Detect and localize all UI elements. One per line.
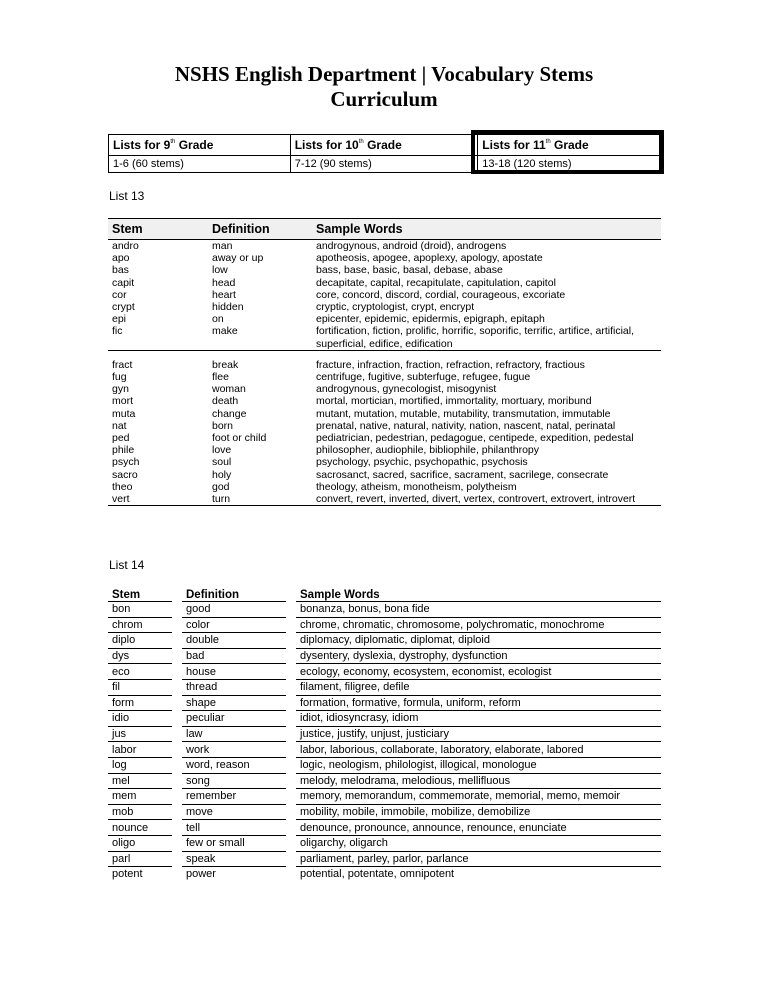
stem-cell: log <box>108 757 172 773</box>
sample-words-cell-line: core, concord, discord, cordial, courageous, excoriate <box>316 288 566 301</box>
sample-words-cell-line: theology, atheism, monotheism, polytheism <box>316 480 517 493</box>
sample-words-cell: parliament, parley, parlor, parlance <box>296 851 661 867</box>
sample-words-cell-line: androgynous, android (droid), androgens <box>316 240 507 252</box>
grade-11-value: 13-18 (120 stems) <box>478 156 661 173</box>
grade-lists-table <box>108 134 661 173</box>
list-13-group <box>108 359 661 506</box>
list-14-row <box>108 648 661 664</box>
stem-header: Stem <box>112 589 141 601</box>
stem-cell-line: muta <box>112 407 136 420</box>
list-14-table <box>108 587 661 882</box>
definition-cell-line: flee <box>212 371 229 384</box>
sample-words-cell-line: superficial, edifice, edification <box>316 337 453 350</box>
list-14-header-row <box>108 587 661 602</box>
sample-words-header: Sample Words <box>300 589 380 601</box>
list-14-row <box>108 664 661 680</box>
grade-values-row <box>109 156 661 173</box>
stem-cell: mel <box>108 773 172 789</box>
sample-words-cell: melody, melodrama, melodious, mellifluous <box>296 773 661 789</box>
sample-words-cell: memory, memorandum, commemorate, memorial, memo, memoir <box>296 789 661 805</box>
stem-cell-line: cor <box>112 288 127 301</box>
list-14-row <box>108 633 661 649</box>
stem-cell-line: gyn <box>112 383 129 396</box>
list-14-row <box>108 617 661 633</box>
stem-cell-line: bas <box>112 264 129 277</box>
sample-words-cell-line: apotheosis, apogee, apoplexy, apology, apostate <box>316 252 543 265</box>
sample-words-cell: mobility, mobile, immobile, mobilize, demobilize <box>296 804 661 820</box>
sample-words-cell-line: philosopher, audiophile, bibliophile, philanthropy <box>316 444 539 457</box>
list-14-row <box>108 602 661 618</box>
sample-words-cell-line: centrifuge, fugitive, subterfuge, refugee, fugue <box>316 371 531 384</box>
definition-cell-line: love <box>212 444 232 457</box>
definition-cell-line: change <box>212 407 247 420</box>
stem-cell <box>108 359 208 506</box>
grade-10-header: Lists for 10th Grade <box>290 135 478 156</box>
stem-cell: mob <box>108 804 172 820</box>
sample-words-cell: idiot, idiosyncrasy, idiom <box>296 711 661 727</box>
stem-cell: labor <box>108 742 172 758</box>
list-14-row <box>108 742 661 758</box>
title-line-1: NSHS English Department | Vocabulary Stems <box>174 62 594 86</box>
stem-cell: dys <box>108 648 172 664</box>
definition-cell-line: heart <box>212 288 236 301</box>
list-13-header-row <box>108 219 661 240</box>
sample-words-cell: filament, filigree, defile <box>296 679 661 695</box>
stem-cell-line: fic <box>112 325 123 338</box>
list-13-group <box>108 240 661 351</box>
stem-cell: oligo <box>108 835 172 851</box>
sample-words-cell-line: convert, revert, inverted, divert, vertex, controvert, extrovert, introvert <box>316 493 636 506</box>
list-14-row <box>108 711 661 727</box>
stem-cell: form <box>108 695 172 711</box>
list-13-table <box>108 218 661 506</box>
list-14-row <box>108 867 661 882</box>
sample-words-cell: chrome, chromatic, chromosome, polychromatic, monochrome <box>296 617 661 633</box>
stem-cell: nounce <box>108 820 172 836</box>
definition-cell-line: god <box>212 480 230 493</box>
sample-words-cell <box>312 359 661 506</box>
definition-cell: law <box>182 726 286 742</box>
list-14-row <box>108 726 661 742</box>
stem-cell-line: epi <box>112 313 127 326</box>
list-14-row <box>108 851 661 867</box>
stem-cell <box>108 240 208 351</box>
definition-cell-line: soul <box>212 456 232 469</box>
list-14-row <box>108 757 661 773</box>
sample-words-cell-line: pediatrician, pedestrian, pedagogue, centipede, expedition, pedestal <box>316 432 634 445</box>
stem-cell-line: sacro <box>112 468 138 481</box>
stem-cell: bon <box>108 602 172 618</box>
stem-cell: eco <box>108 664 172 680</box>
sample-words-cell-line: mortal, mortician, mortified, immortality, mortuary, moribund <box>316 395 592 408</box>
definition-cell-line: turn <box>212 493 231 506</box>
definition-cell: good <box>182 602 286 618</box>
definition-cell-line: hidden <box>212 301 244 314</box>
stem-cell-line: theo <box>112 480 133 493</box>
list-14-row <box>108 835 661 851</box>
grade-9-header: Lists for 9th Grade <box>109 135 291 156</box>
list-14-row <box>108 679 661 695</box>
stem-cell: fil <box>108 679 172 695</box>
definition-cell-line: on <box>212 313 224 326</box>
sample-words-cell <box>312 240 661 351</box>
list-14-label: List 14 <box>109 558 145 572</box>
sample-words-cell-line: sacrosanct, sacred, sacrifice, sacrament, sacrilege, consecrate <box>316 468 609 481</box>
stem-cell: idio <box>108 711 172 727</box>
stem-cell-line: mort <box>112 395 133 408</box>
sample-words-cell: ecology, economy, ecosystem, economist, ecologist <box>296 664 661 680</box>
grade-10-value: 7-12 (90 stems) <box>290 156 478 173</box>
definition-cell: power <box>182 867 286 882</box>
definition-header: Definition <box>186 589 240 601</box>
definition-cell-line: man <box>212 240 233 252</box>
grade-header-row <box>109 135 661 156</box>
sample-words-header: Sample Words <box>312 219 661 240</box>
definition-cell: remember <box>182 789 286 805</box>
sample-words-cell-line: epicenter, epidemic, epidermis, epigraph, epitaph <box>316 313 545 326</box>
list-14-row <box>108 695 661 711</box>
stem-cell-line: apo <box>112 252 130 265</box>
definition-cell: thread <box>182 679 286 695</box>
sample-words-cell: labor, laborious, collaborate, laboratory, elaborate, labored <box>296 742 661 758</box>
definition-cell-line: break <box>212 358 239 371</box>
definition-header: Definition <box>208 219 312 240</box>
definition-cell: color <box>182 617 286 633</box>
document-title <box>0 62 768 112</box>
definition-cell: work <box>182 742 286 758</box>
definition-cell <box>208 240 312 351</box>
definition-cell: shape <box>182 695 286 711</box>
definition-cell-line: death <box>212 395 239 408</box>
stem-cell: diplo <box>108 633 172 649</box>
sample-words-cell-line: psychology, psychic, psychopathic, psychosis <box>316 456 528 469</box>
sample-words-cell-line: decapitate, capital, recapitulate, capitulation, capitol <box>316 276 556 289</box>
sample-words-cell: denounce, pronounce, announce, renounce, enunciate <box>296 820 661 836</box>
sample-words-cell-line: androgynous, gynecologist, misogynist <box>316 383 497 396</box>
grade-9-value: 1-6 (60 stems) <box>109 156 291 173</box>
stem-cell-line: capit <box>112 276 135 289</box>
stem-cell-line: phile <box>112 444 135 457</box>
sample-words-cell: oligarchy, oligarch <box>296 835 661 851</box>
stem-cell-line: crypt <box>112 301 135 314</box>
sample-words-cell: diplomacy, diplomatic, diplomat, diploid <box>296 633 661 649</box>
stem-cell-line: psych <box>112 456 140 469</box>
list-14-row <box>108 804 661 820</box>
title-line-2: Curriculum <box>330 87 438 111</box>
definition-cell-line: born <box>212 419 234 432</box>
stem-cell: parl <box>108 851 172 867</box>
stem-cell-line: nat <box>112 419 127 432</box>
definition-cell-line: low <box>212 264 228 277</box>
definition-cell: few or small <box>182 835 286 851</box>
sample-words-cell: formation, formative, formula, uniform, reform <box>296 695 661 711</box>
definition-cell-line: woman <box>212 383 246 396</box>
definition-cell: word, reason <box>182 757 286 773</box>
list-14-row <box>108 820 661 836</box>
stem-cell: mem <box>108 789 172 805</box>
stem-cell-line: fract <box>112 358 133 371</box>
stem-cell-line: ped <box>112 432 130 445</box>
sample-words-cell: bonanza, bonus, bona fide <box>296 602 661 618</box>
stem-header: Stem <box>108 219 208 240</box>
sample-words-cell: logic, neologism, philologist, illogical, monologue <box>296 757 661 773</box>
definition-cell-line: foot or child <box>212 432 267 445</box>
definition-cell: bad <box>182 648 286 664</box>
sample-words-cell-line: fortification, fiction, prolific, horrific, soporific, terrific, artifice, artificial, <box>316 325 635 338</box>
stem-cell-line: andro <box>112 240 139 252</box>
grade-11-header: Lists for 11th Grade <box>478 135 661 156</box>
stem-cell: jus <box>108 726 172 742</box>
definition-cell: speak <box>182 851 286 867</box>
sample-words-cell: dysentery, dyslexia, dystrophy, dysfunction <box>296 648 661 664</box>
stem-cell: chrom <box>108 617 172 633</box>
sample-words-cell-line: mutant, mutation, mutable, mutability, transmutation, immutable <box>316 407 611 420</box>
sample-words-cell-line: prenatal, native, natural, nativity, nation, nascent, natal, perinatal <box>316 419 616 432</box>
definition-cell-line: head <box>212 276 236 289</box>
definition-cell: song <box>182 773 286 789</box>
definition-cell <box>208 359 312 506</box>
sample-words-cell: potential, potentate, omnipotent <box>296 867 661 882</box>
sample-words-cell-line: bass, base, basic, basal, debase, abase <box>316 264 503 277</box>
stem-cell-line: vert <box>112 493 130 506</box>
definition-cell-line: holy <box>212 468 232 481</box>
definition-cell: house <box>182 664 286 680</box>
definition-cell: double <box>182 633 286 649</box>
stem-cell-line: fug <box>112 371 127 384</box>
list-13-label: List 13 <box>109 189 145 203</box>
sample-words-cell-line: fracture, infraction, fraction, refraction, refractory, fractious <box>316 358 585 371</box>
definition-cell: move <box>182 804 286 820</box>
sample-words-cell: justice, justify, unjust, justiciary <box>296 726 661 742</box>
list-14-row <box>108 789 661 805</box>
definition-cell-line: make <box>212 325 238 338</box>
sample-words-cell-line: cryptic, cryptologist, crypt, encrypt <box>316 301 475 314</box>
definition-cell: tell <box>182 820 286 836</box>
stem-cell: potent <box>108 867 172 882</box>
definition-cell-line: away or up <box>212 252 264 265</box>
list-14-row <box>108 773 661 789</box>
definition-cell: peculiar <box>182 711 286 727</box>
